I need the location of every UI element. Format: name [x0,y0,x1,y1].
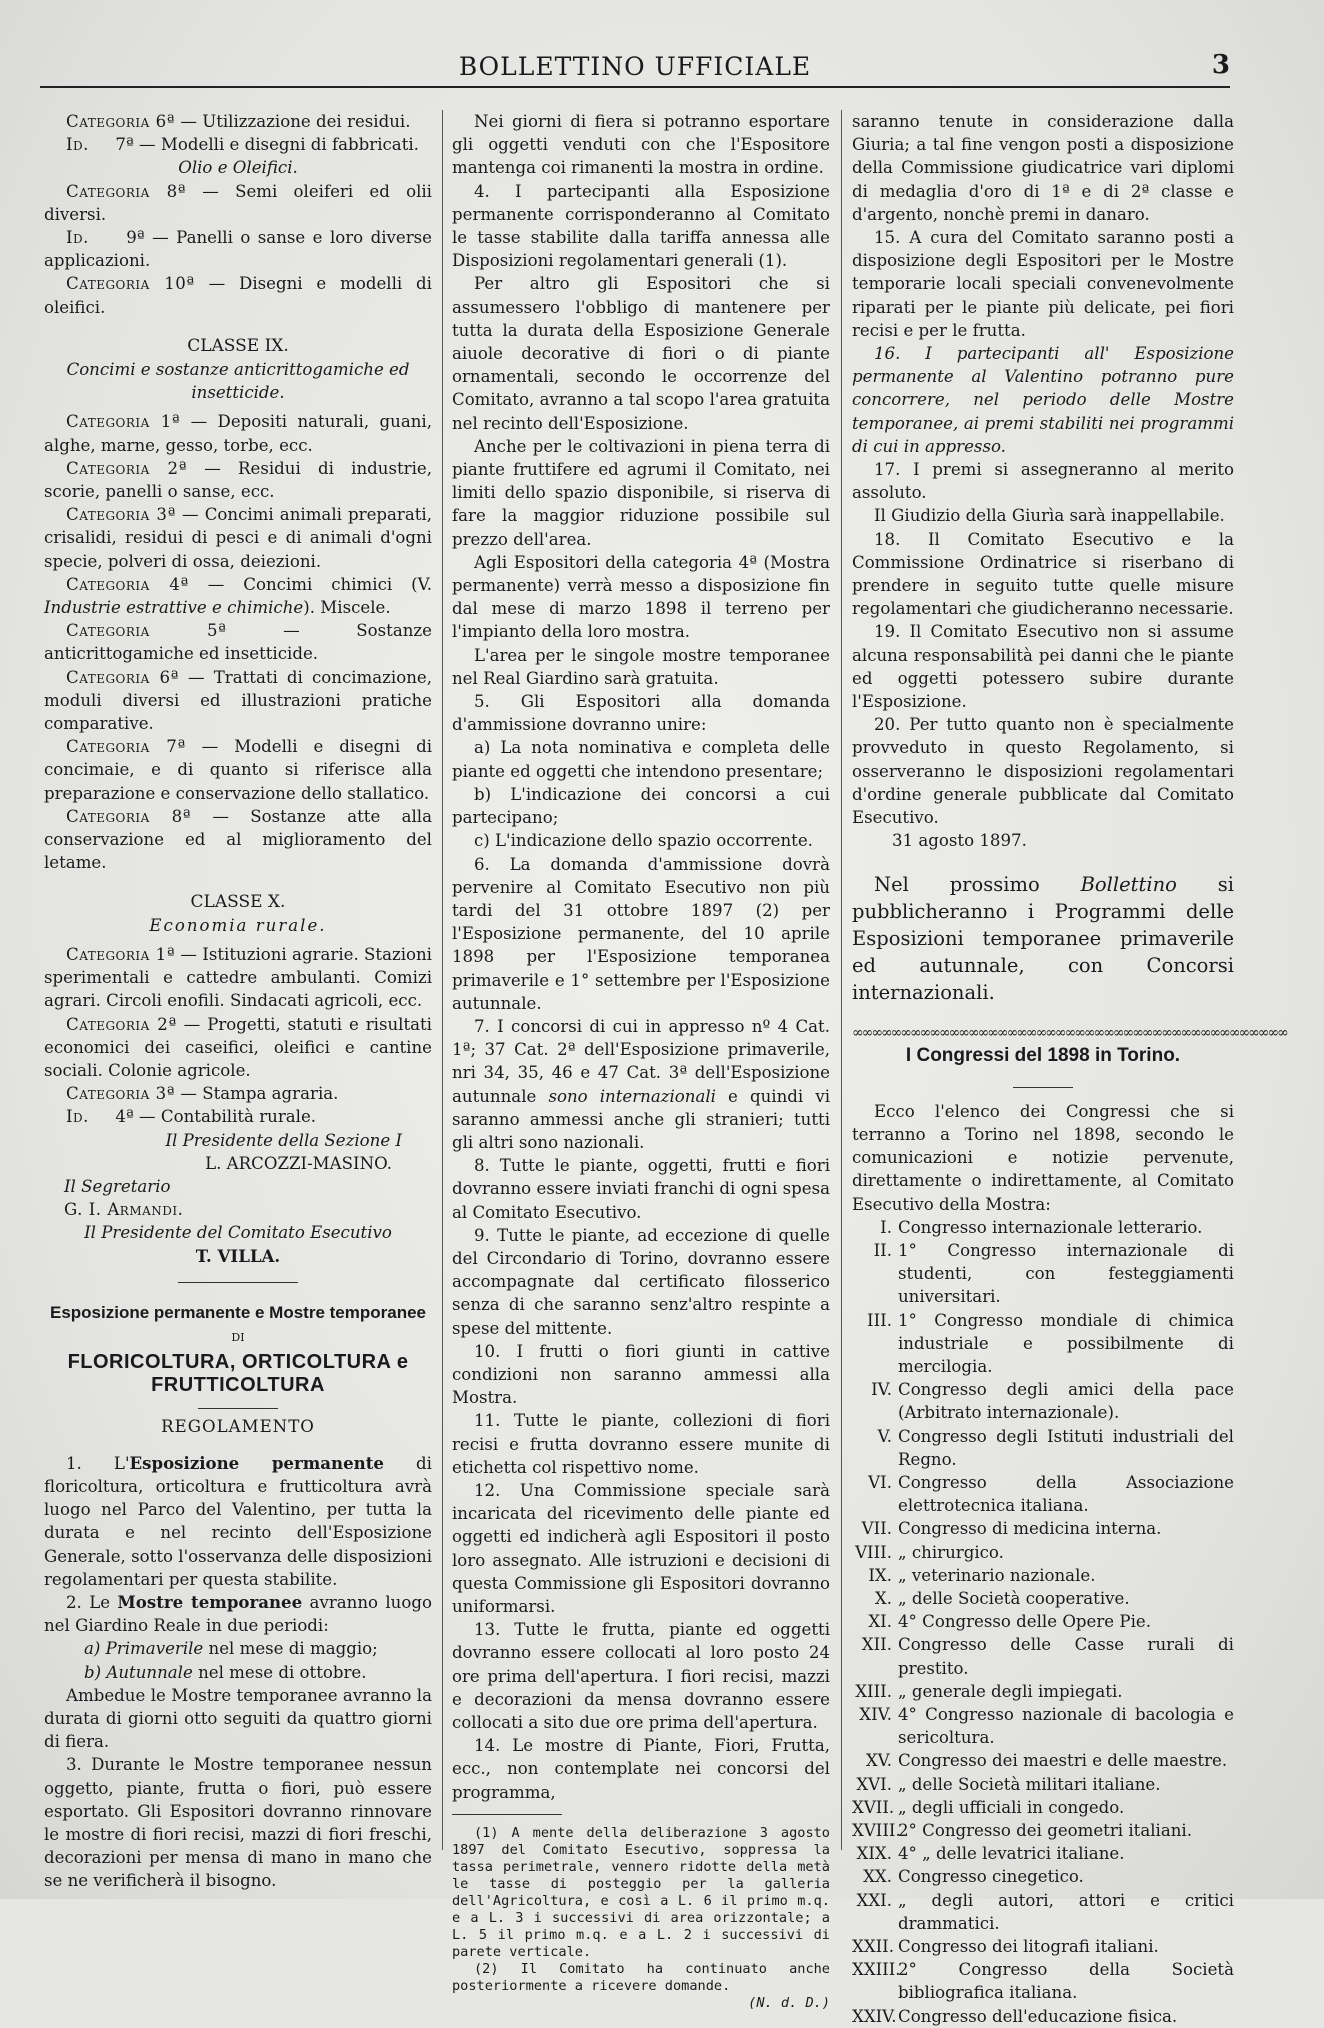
congress-text: „ delle Società cooperative. [898,1588,1130,1608]
congress-number: V. [877,1426,892,1446]
article-paragraph: Per altro gli Espositori che si assumessero l'obbligo di mantenere per tutta la durata della Esposizione Generale aiuole decorative di fiori o di piante ornamentali, secondo le occorrenze del Comitato, avranno a tal scopo l'area gratuita nel recinto dell'Esposizione. [452,274,830,433]
article-paragraph: Ambedue le Mostre temporanee avranno la durata di giorni otto seguiti da quattro giorni di fiera. [44,1685,432,1752]
article-paragraph: 4. I partecipanti alla Esposizione permanente corrisponderanno al Comitato le tasse stabilite dalla tariffa annessa alle Disposizioni regolamentari generali (1). [452,181,830,271]
congress-number: XII. [861,1635,892,1655]
congress-item [852,1425,1234,1471]
category-entry: Categoria 3ª — Concimi animali preparati, crisalidi, residui di pesci e di animali d'ogni specie, polveri di ossa, deiezioni. [44,505,433,571]
congress-item [852,1587,1234,1610]
article-paragraph: 3. Durante le Mostre temporanee nessun oggetto, piante, frutta o fiori, può essere esportato. Gli Espositori dovranno rinnovare le mostre di fiori recisi, mazzi di fiori freschi, decorazioni per mensa di mano in mano che se ne verificherà il bisogno. [44,1755,432,1891]
congress-item [852,1842,1234,1865]
congress-number: IV. [871,1380,892,1400]
article-paragraph: 19. Il Comitato Esecutivo non si assume alcuna responsabilità pei danni che le piante ed oggetti potessero subire durante l'Esposizione. [852,622,1234,712]
article-paragraph: 8. Tutte le piante, oggetti, frutti e fiori dovranno essere inviati franchi di ogni spesa al Comitato Esecutivo. [452,1156,830,1222]
congress-number: XXII. [852,1937,895,1957]
section-title: Esposizione permanente e Mostre temporanee [50,1302,426,1322]
congress-text: Congresso internazionale letterario. [898,1217,1203,1237]
article-paragraph: 7. I concorsi di cui in appresso nº 4 Cat. 1ª; 37 Cat. 2ª dell'Esposizione primaverile, nri 34, 35, 46 e 47 Cat. 3ª dell'Esposizione autunnale sono internazionali e quindi vi saranno ammessi anche gli stranieri; tutti gli altri sono nazionali. [452,1016,830,1152]
congress-text: 4° Congresso nazionale di bacologia e sericoltura. [898,1704,1234,1748]
article-paragraph: 9. Tutte le piante, ad eccezione di quelle del Circondario di Torino, dovranno essere accompagnate dal certificato filosserico senza di che saranno senz'altro respinte a spese del mittente. [452,1225,830,1338]
congress-item [852,1773,1234,1796]
article-paragraph: saranno tenute in considerazione dalla Giuria; a tal fine vengon posti a disposizione della Commissione giudicatrice vari diplomi di medaglia d'oro di 1ª e di 2ª classe e d'argento, nonchè premi in danaro. [852,112,1234,224]
article-paragraph: Il Giudizio della Giurìa sarà inappellabile. [874,506,1225,526]
congress-number: XV. [865,1751,892,1771]
category-entry: Categoria 2ª — Progetti, statuti e risultati economici dei caseifici, oleifici e cantine sociali. Colonie agricole. [44,1014,432,1080]
article-paragraph: 12. Una Commissione speciale sarà incaricata del ricevimento delle piante ed oggetti ed indicherà agli Espositori il posto loro assegnato. Alle istruzioni e decisioni di questa Commissione gli Espositori dovranno uniformarsi. [452,1480,830,1616]
congress-number: III. [867,1310,892,1330]
column-3 [852,110,1287,2028]
class-heading: CLASSE X. [190,891,286,912]
article-item: a) La nota nominativa e completa delle piante ed oggetti che intendono presentare; [452,738,830,781]
section-rule [1013,1087,1073,1088]
congress-item [852,1889,1234,1935]
congress-number: IX. [868,1565,892,1585]
congress-text: Congresso dei maestri e delle maestre. [898,1751,1228,1771]
footnote: (2) Il Comitato ha continuato anche posteriormente a ricevere domande. (N. d. D.) [452,1960,830,2011]
congress-item [852,1517,1234,1540]
congress-text: Congresso cinegetico. [898,1867,1084,1887]
congress-number: VI. [868,1472,892,1492]
congress-item [852,1749,1234,1772]
article-paragraph: 11. Tutte le piante, collezioni di fiori recisi e frutta dovranno essere munite di etichetta col rispettivo nome. [452,1411,830,1477]
congress-number: VII. [861,1519,892,1539]
congress-number: XIII. [855,1681,892,1701]
congress-item [852,1216,1234,1239]
signature-role: Il Presidente del Comitato Esecutivo [84,1223,392,1243]
congress-text: „ degli autori, attori e critici drammatici. [898,1890,1234,1933]
ornamental-divider: ∞∞∞∞∞∞∞∞∞∞∞∞∞∞∞∞∞∞∞∞∞∞∞∞∞∞∞∞∞∞∞∞∞∞∞∞∞∞∞∞∞∞∞∞∞ [852,1024,1287,1041]
congress-number: XIX. [856,1844,892,1864]
congress-text: 1° Congresso mondiale di chimica industriale e possibilmente di mercilogia. [898,1310,1234,1376]
category-entry: Categoria 4ª — Concimi chimici (V. Industrie estrattive e chimiche). Miscele. [44,574,432,618]
document-date: 31 agosto 1897. [892,831,1027,851]
congress-item [852,1309,1234,1379]
signature-name: G. I. Armandi. [64,1200,184,1220]
signature-name: T. VILLA. [195,1245,281,1266]
article-paragraph: 17. I premi si assegneranno al merito assoluto. [852,460,1234,503]
article-paragraph: 13. Tutte le frutta, piante ed oggetti dovranno essere collocati al loro posto 24 ore prima dell'apertura. I fiori recisi, mazzi e decorazioni da mensa dovranno essere collocati a sito due ore prima dell'apertura. [452,1620,830,1733]
article-item: b) Autunnale nel mese di ottobre. [84,1662,367,1682]
congress-item [852,1564,1234,1587]
category-entry: Id. 4ª — Contabilità rurale. [66,1107,317,1127]
category-entry: Id. 9ª — Panelli o sanse e loro diverse applicazioni. [44,228,433,271]
category-entry: Categoria 2ª — Residui di industrie, scorie, panelli o sanse, ecc. [44,458,432,502]
footnote: (1) A mente della deliberazione 3 agosto 1897 del Comitato Esecutivo, soppressa la tassa perimetrale, vennero ridotte della metà le tasse di posteggio per la galleria dell'Agricoltura, e così a L. 6 il primo m.q. e a L. 3 i successivi di area orizzontale; a L. 5 il primo m.q. e a L. 2 i successivi di parete verticale. [452,1824,830,1960]
category-entry: Categoria 5ª — Sostanze anticrittogamiche ed insetticide. [44,621,432,664]
page-number: 3 [1211,50,1230,80]
congress-item [852,1633,1234,1679]
page-header [40,50,1230,88]
congress-item [852,1819,1234,1842]
congress-text: Congresso della Associazione elettrotecnica italiana. [898,1472,1234,1516]
congress-number: XXIII. [852,1960,901,1980]
signature-role: Il Segretario [64,1176,171,1196]
congress-item [852,1958,1234,2004]
article-paragraph: 18. Il Comitato Esecutivo e la Commissione Ordinatrice si riserbano di prendere in seguito tutte quelle misure regolamentari che giudicheranno necessarie. [852,529,1234,619]
article-paragraph: 14. Le mostre di Piante, Fiori, Frutta, ecc., non contemplate nei concorsi del programma, [452,1736,830,1802]
congress-text: 2° Congresso dei geometri italiani. [898,1821,1193,1840]
congress-number: XVI. [856,1774,892,1794]
page-title: BOLLETTINO UFFICIALE [458,52,812,81]
article-paragraph: Anche per le coltivazioni in piena terra di piante fruttifere ed agrumi il Comitato, nei limiti dello spazio disponibile, si riserva di fare la maggior riduzione possibile sul prezzo dell'area. [452,436,830,549]
category-entry: Categoria 6ª — Trattati di concimazione, moduli diversi ed illustrazioni pratiche comparative. [44,667,432,734]
congress-item [852,1541,1234,1564]
category-entry: Id. 7ª — Modelli e disegni di fabbricati. [66,135,419,155]
congress-text: 4° „ delle levatrici italiane. [898,1844,1125,1864]
notice-paragraph: Nel prossimo Bollettino si pubblicheranno i Programmi delle Esposizioni temporanee primaverile ed autunnale, con Concorsi internazionali. [852,872,1234,1004]
signature-role: Il Presidente della Sezione I [165,1130,402,1150]
signature-name: L. ARCOZZI-MASINO. [205,1153,392,1173]
congress-item [852,1865,1234,1888]
article-paragraph: 6. La domanda d'ammissione dovrà pervenire al Comitato Esecutivo non più tardi del 31 ottobre 1897 (2) per l'Esposizione permanente, del 10 aprile 1898 per l'Esposizione temporanea primaverile e 1° settembre per l'Esposizione autunnale. [452,854,830,1013]
congress-text: 4° Congresso delle Opere Pie. [898,1612,1151,1632]
congress-text: Congresso degli Istituti industriali del Regno. [898,1426,1234,1469]
congress-intro: Ecco l'elenco dei Congressi che si terranno a Torino nel 1898, secondo le comunicazioni e notizie pervenute, direttamente o indirettamente, al Comitato Esecutivo della Mostra: [852,1101,1234,1214]
footnote-rule [452,1814,562,1815]
article-item: b) L'indicazione dei concorsi a cui partecipano; [452,784,830,828]
congress-number: VIII. [855,1542,892,1562]
congress-number: XXIV. [852,2006,897,2026]
article-paragraph: 1. L'Esposizione permanente di floricoltura, orticoltura e frutticoltura avrà luogo nel Parco del Valentino, per tutta la durata e nel recinto dell'Esposizione Generale, sotto l'osservanza delle disposizioni regolamentari per questa stabilite. [44,1452,432,1589]
article-paragraph: Agli Espositori della categoria 4ª (Mostra permanente) verrà messo a disposizione fin dal mese di marzo 1898 il terreno per l'impianto della loro mostra. [452,552,830,642]
congress-text: 1° Congresso internazionale di studenti, con festeggiamenti universitari. [898,1240,1234,1307]
congress-text: „ degli ufficiali in congedo. [898,1797,1125,1817]
article-paragraph: 20. Per tutto quanto non è specialmente provveduto in questo Regolamento, si osserveranno le disposizioni regolamentari d'ordine generale pubblicate dal Comitato Esecutivo. [852,715,1234,828]
category-entry: Categoria 8ª — Semi oleiferi ed olii diversi. [44,181,432,224]
article-paragraph: 5. Gli Espositori alla domanda d'ammissione dovranno unire: [452,692,830,735]
congress-title: I Congressi del 1898 in Torino. [905,1044,1181,1066]
congress-text: „ veterinario nazionale. [898,1565,1096,1585]
congress-item [852,1378,1234,1424]
congress-text: Congresso delle Casse rurali di prestito. [898,1635,1234,1678]
section-title-connector: DI [231,1330,245,1344]
congress-list [852,1216,1234,2028]
section-rule [198,1408,278,1409]
congress-text: Congresso dell'educazione fisica. [898,2006,1178,2026]
congress-number: XI. [868,1612,892,1632]
category-subheading: Olio e Oleifici. [178,158,298,178]
article-paragraph: 10. I frutti o fiori giunti in cattive condizioni non saranno ammessi alla Mostra. [452,1341,830,1408]
congress-number: XXI. [856,1890,892,1910]
congress-number: XIV. [859,1704,892,1724]
regolamento-heading: REGOLAMENTO [161,1416,315,1436]
congress-text: „ delle Società militari italiane. [898,1774,1161,1794]
section-subtitle: FLORICOLTURA, ORTICOLTURA e FRUTTICOLTURA [67,1351,409,1397]
category-entry: Categoria 6ª — Utilizzazione dei residui. [66,112,411,131]
category-entry: Categoria 1ª — Depositi naturali, guani, alghe, marne, gesso, torbe, ecc. [44,412,432,455]
congress-item [852,1610,1234,1633]
congress-item [852,1471,1234,1517]
category-entry: Categoria 7ª — Modelli e disegni di concimaie, e di quanto si riferisce alla preparazione e conservazione dello stallatico. [44,737,432,803]
congress-number: XVIII. [852,1821,901,1840]
article-paragraph: L'area per le singole mostre temporanee nel Real Giardino sarà gratuita. [452,645,830,688]
congress-item [852,2005,1234,2028]
congress-number: XX. [863,1867,892,1887]
congress-text: 2° Congresso della Società bibliografica italiana. [898,1960,1234,2003]
header-rule [40,86,1230,88]
class-heading: CLASSE IX. [187,335,289,356]
column-divider [841,110,842,1850]
article-paragraph: 2. Le Mostre temporanee avranno luogo nel Giardino Reale in due periodi: [44,1591,432,1636]
category-entry: Categoria 8ª — Sostanze atte alla conservazione ed al miglioramento del letame. [44,806,432,873]
congress-text: „ chirurgico. [898,1542,1004,1562]
congress-number: XVII. [852,1797,895,1817]
column-divider [442,110,443,1850]
column-1 [44,110,432,1893]
congress-item [852,1703,1234,1749]
class-title: Economia rurale. [149,915,327,935]
article-paragraph: 16. I partecipanti all' Esposizione permanente al Valentino potranno pure concorrere, nel periodo delle Mostre temporanee, ai premi stabiliti nei programmi di cui in appresso. [852,344,1234,456]
column-2 [452,110,830,2012]
category-entry: Categoria 10ª — Disegni e modelli di oleifici. [44,274,432,317]
congress-text: „ generale degli impiegati. [898,1681,1123,1701]
article-paragraph: Nei giorni di fiera si potranno esportare gli oggetti venduti con che l'Espositore mantenga coi rimanenti la mostra in ordine. [452,112,830,178]
congress-item [852,1796,1234,1819]
section-rule [178,1282,298,1283]
congress-number: X. [874,1588,892,1608]
article-item: a) Primaverile nel mese di maggio; [84,1639,378,1659]
congress-item [852,1239,1234,1309]
congress-item [852,1680,1234,1703]
congress-text: Congresso dei litografi italiani. [898,1937,1159,1957]
congress-text: Congresso di medicina interna. [898,1519,1162,1539]
congress-number: II. [873,1240,892,1260]
article-item: c) L'indicazione dello spazio occorrente. [474,831,813,851]
category-entry: Categoria 3ª — Stampa agraria. [66,1084,339,1104]
article-paragraph: 15. A cura del Comitato saranno posti a disposizione degli Espositori per le Mostre temporarie locali speciali convenevolmente riparati per le piante più delicate, pei fiori recisi e per le frutta. [852,228,1234,340]
class-title: Concimi e sostanze anticrittogamiche ed insetticide. [66,360,410,403]
congress-number: I. [880,1217,892,1237]
congress-text: Congresso degli amici della pace (Arbitrato internazionale). [898,1380,1234,1423]
congress-item [852,1935,1234,1958]
category-entry: Categoria 1ª — Istituzioni agrarie. Stazioni sperimentali e cattedre ambulanti. Comizi agrari. Circoli enofili. Sindacati agricoli, ecc. [44,944,432,1011]
